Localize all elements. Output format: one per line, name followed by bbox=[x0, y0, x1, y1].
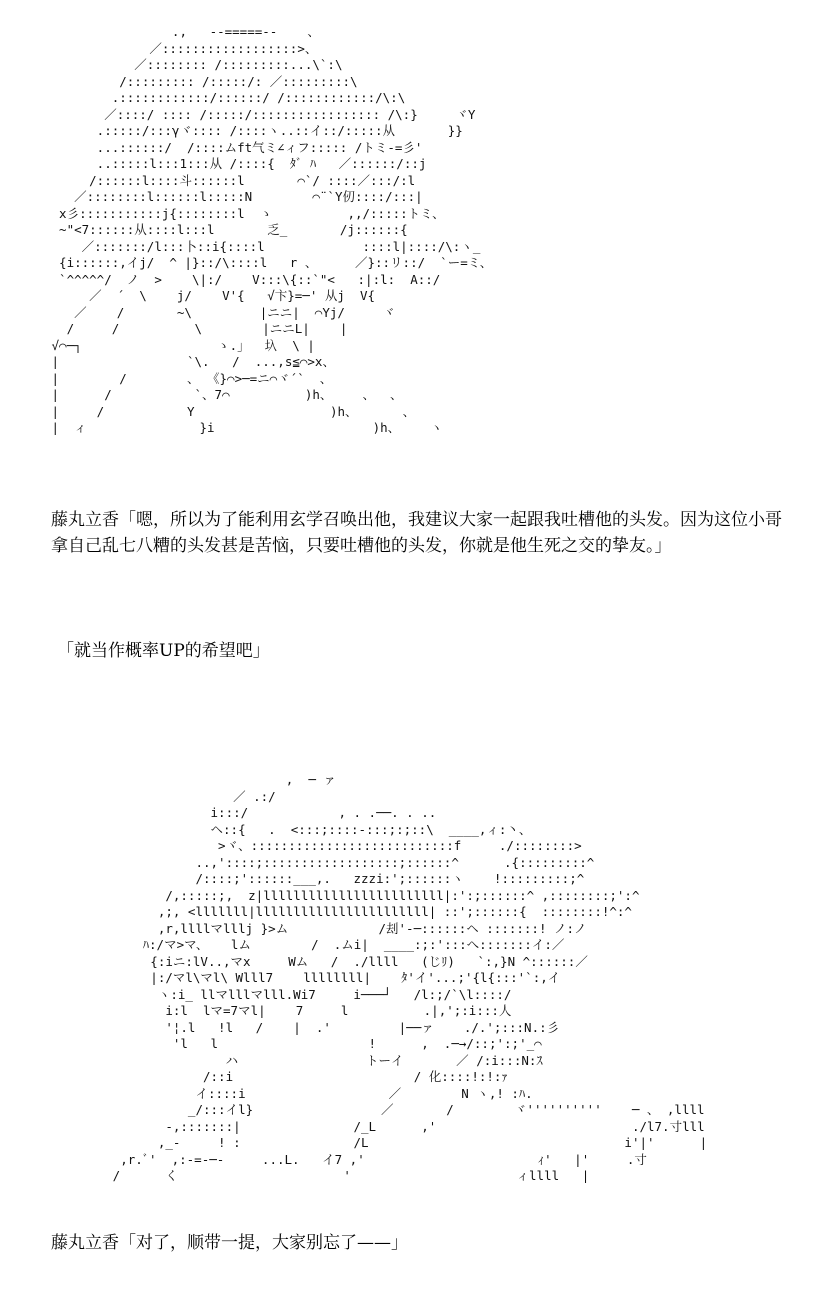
ascii-art-bottom: , ─ ァ ／ .:/ i:::/ , . .──. . .. ヘ::{ . <:::;::::-:::;:;::\ ____,ィ:丶、 >ヾ、:::::::::::::::::::::::::::f ./::::::::> ..,'::::;::::::::::::::::::;::::::^ .{:::::::::^ /::::;'::::::___,. zzzi:';::::::ヽ !:::::::::;^ /,:::::;, z|llllllllllllllllllllllll|:':;::::::^ ,::::::::;':^ ,;, <lllllll|lllllllllllllllllllllll| ::';::::::{ ::::::::!^:^ ,r,llllマlllj }>ム /刦'-─::::::ヘ :::::::! ノ:ノ ﾊ:/マ>マ、 lム / .ムi| ____:;:':::へ:::::::イ:／ {:iニ:lV..,マx Wム / ./llll (じﾘ) `:,}N ^::::::／ |:/マl\マl\ Wlll7 llllllll| ﾀ'イ'...;'{l{:::'`:,イ ヽ:i_ llマlllマlll.Wi7 i───┘ /l:;/`\l::::/ i:l lマ=7マl| 7 l .|,';:i:::人 '¦.l !l / | .' |──ァ ./.';:::N.:彡 'l l ! , .─→/::;':;'_⌒ ハ トーイ ／ /:i:::N:ｽ /::i / 化::::!:!:ｧ イ::::i ／ N ヽ,! :ﾊ. _/:::イl} ／ / ヾ'''''''''' ─ 、 ,llll -,:::::::| /_L ,' ./l7.寸lll ,_- ! : /L i'|' | ,r.ﾞ' ,:-=-─- ...L. イ7 ,' ｨ' |' .寸 / く ' ィllll | bbox=[112, 772, 708, 1183]
dialogue-fujimaru-1: 藤丸立香「嗯，所以为了能利用玄学召唤出他，我建议大家一起跟我吐槽他的头发。因为这位小哥拿自己乱七八糟的头发甚是苦恼，只要吐槽他的头发，你就是他生死之交的挚友。」 bbox=[51, 510, 782, 556]
dialogue-gacha-hope: 「就当作概率UP的希望吧」 bbox=[57, 641, 270, 661]
ascii-art-top: ., --=====-- 、 ／::::::::::::::::::>、 ／:::::::: /:::::::::...\`:\ /::::::::: /:::::/: ／:::::::::\ .::::::::::::/::::::/ /::::::::::::/\:\ ／::::/ :::: /:::::/::::::::::::::::: /\:} ヾY .:::::/:::γヾ:::: /::::ヽ..::イ::/:::::从 }} ...::::::/ /::::ムft气ミ∠ィフ::::: /トミ-=彡' ..:::::l:::1:::从 /::::{ ﾀﾞ ﾊ ／::::::/::j /::::::l::::斗::::::l ⌒`/ ::::／:::/:l ／::::::::l::::::l:::::N ⌒¨`Y仞::::/:::| x彡:::::::::::j{::::::::l ゝ ,,/:::::トミ、 ~"<7::::::从::::l:::l 乏_ /j::::::{ ／:::::::/l:::卜::i{::::l ::::l|::::/\:ヽ_ {i::::::,イj/ ^ |}::/\::::l r 、 ／}::リ::/ `ー=ミ、 `^^^^^/ ノ > \|:/ V:::\{::`"< :|:l: A::/ ／ ´ \ j/ V'{ √卞}=─' 从j V{ ／ / ~\ |ニニ| ⌒Yj/ ヾ / / \ |ニニL| | √⌒─┐ ゝ.」 圦 \ | | `\. / ...,s≦⌒>x、 | / 、 《}⌒>─=ニ⌒ヾ´` 、 | / `、7⌒ )h、 、 、 | / Y )h、 、 | ィ }i )h、 ヽ bbox=[51, 24, 493, 435]
dialogue-fujimaru-2: 藤丸立香「对了，顺带一提，大家别忘了——」 bbox=[51, 1233, 408, 1253]
